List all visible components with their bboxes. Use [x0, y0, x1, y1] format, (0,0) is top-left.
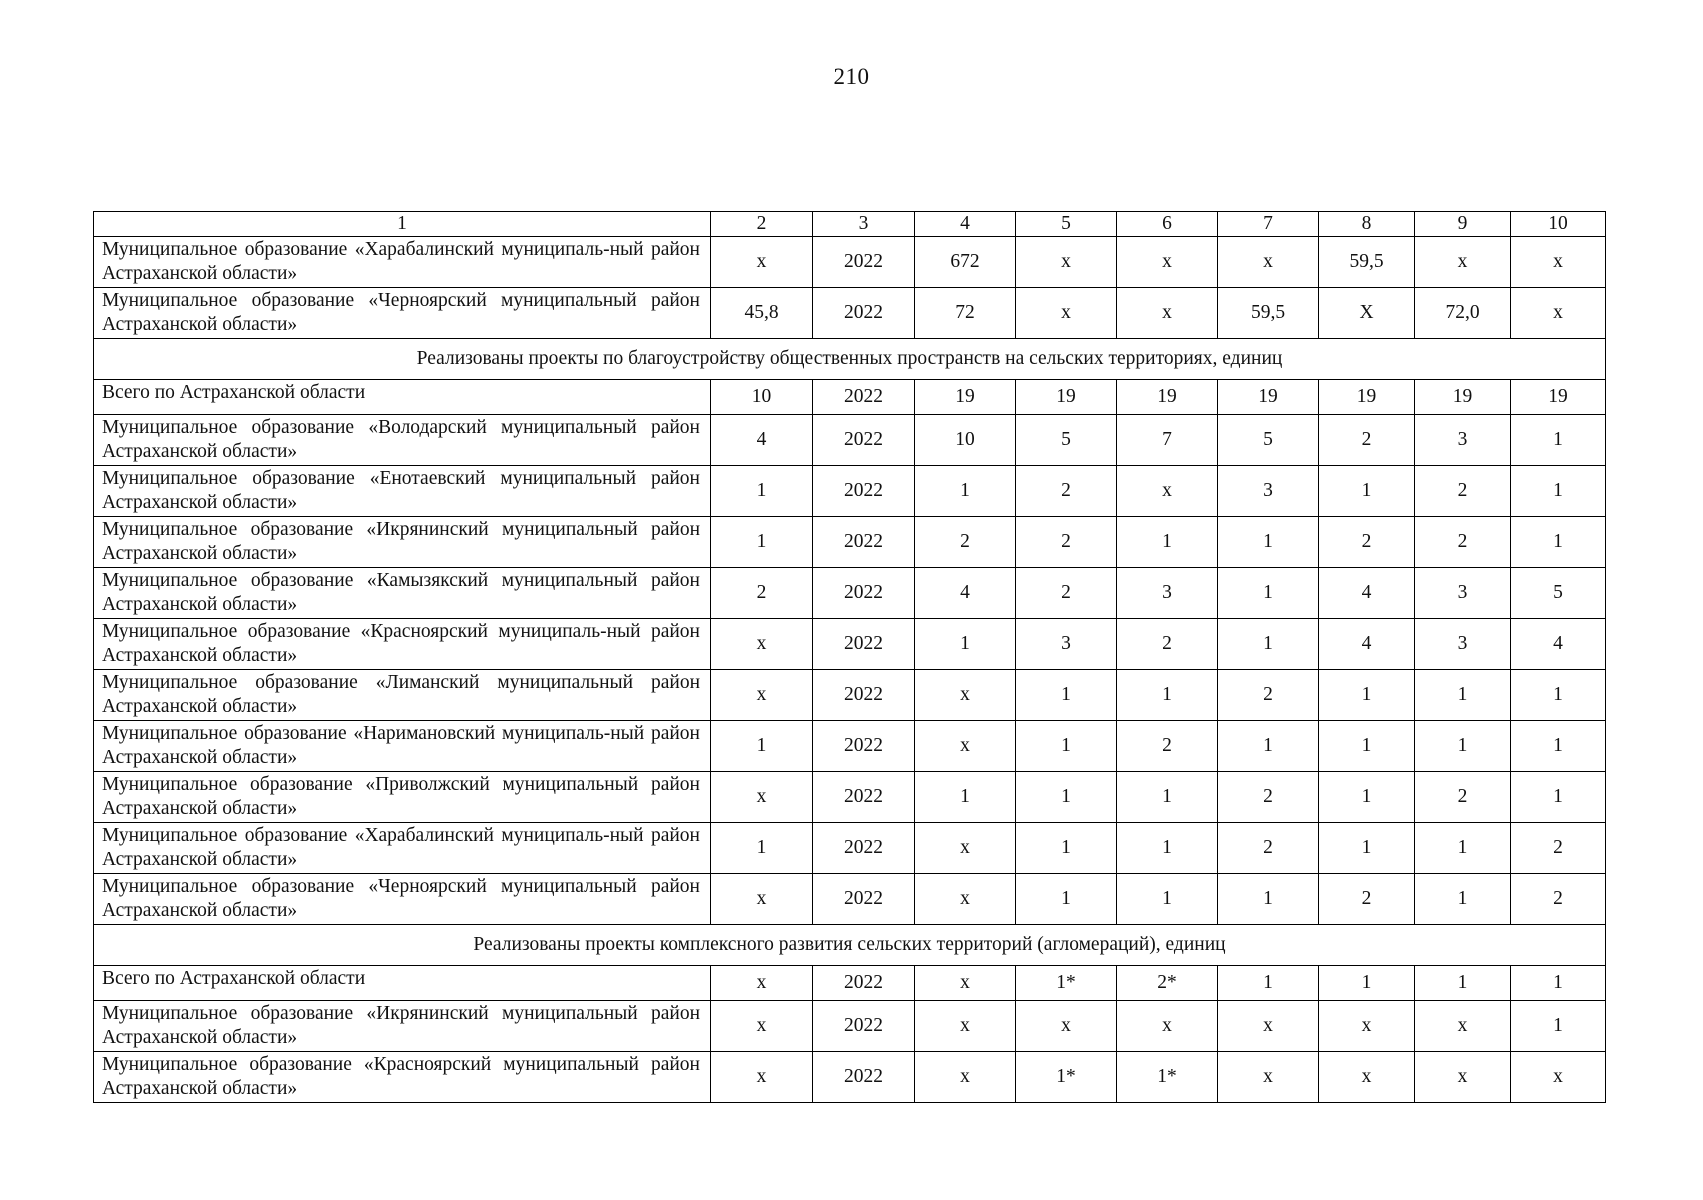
indicator-table [93, 211, 1606, 1103]
municipality-name: Муниципальное образование «Икрянинский муниципальный район Астраханской области» [94, 1001, 711, 1052]
value-cell: 1 [1511, 415, 1606, 466]
table-row [94, 619, 1606, 670]
total-label: Всего по Астраханской области [94, 380, 711, 415]
municipality-name: Муниципальное образование «Камызякский муниципальный район Астраханской области» [94, 568, 711, 619]
value-cell: 4 [1319, 568, 1415, 619]
value-cell: 2022 [813, 517, 915, 568]
value-cell: 2 [1016, 568, 1117, 619]
value-cell: 2 [1117, 619, 1218, 670]
municipality-name: Муниципальное образование «Красноярский муниципаль-ный район Астраханской области» [94, 619, 711, 670]
table-row [94, 415, 1606, 466]
value-cell: х [1511, 237, 1606, 288]
value-cell: х [1218, 237, 1319, 288]
value-cell: 3 [1415, 568, 1511, 619]
value-cell: 19 [1218, 380, 1319, 415]
value-cell: 2 [1511, 874, 1606, 925]
value-cell: 1 [1511, 772, 1606, 823]
value-cell: 3 [1218, 466, 1319, 517]
value-cell: 4 [1319, 619, 1415, 670]
value-cell: 1 [1511, 1001, 1606, 1052]
value-cell: 2022 [813, 466, 915, 517]
section-heading: Реализованы проекты по благоустройству общественных пространств на сельских территориях, единиц [94, 339, 1606, 380]
value-cell: 1 [1016, 721, 1117, 772]
value-cell: 2022 [813, 721, 915, 772]
column-number-cell: 4 [915, 212, 1016, 237]
value-cell: х [711, 772, 813, 823]
table-row [94, 772, 1606, 823]
indicator-table-container [93, 211, 1605, 1103]
value-cell: 2022 [813, 568, 915, 619]
value-cell: 1 [1415, 966, 1511, 1001]
value-cell: х [915, 721, 1016, 772]
value-cell: 2022 [813, 823, 915, 874]
value-cell: 1 [1016, 670, 1117, 721]
value-cell: х [1117, 237, 1218, 288]
value-cell: х [1218, 1001, 1319, 1052]
value-cell: 19 [1511, 380, 1606, 415]
section-heading: Реализованы проекты комплексного развития сельских территорий (агломераций), единиц [94, 925, 1606, 966]
value-cell: х [1117, 466, 1218, 517]
value-cell: 3 [1016, 619, 1117, 670]
column-number-cell: 1 [94, 212, 711, 237]
value-cell: 1 [1218, 619, 1319, 670]
municipality-name: Муниципальное образование «Лиманский муниципальный район Астраханской области» [94, 670, 711, 721]
value-cell: 2 [1415, 517, 1511, 568]
value-cell: 1* [1117, 1052, 1218, 1103]
column-number-cell: 8 [1319, 212, 1415, 237]
value-cell: 1 [711, 466, 813, 517]
value-cell: 1 [1218, 568, 1319, 619]
table-row [94, 517, 1606, 568]
municipality-name: Муниципальное образование «Енотаевский муниципальный район Астраханской области» [94, 466, 711, 517]
column-number-cell: 6 [1117, 212, 1218, 237]
value-cell: х [1511, 288, 1606, 339]
column-number-cell: 10 [1511, 212, 1606, 237]
value-cell: х [711, 1001, 813, 1052]
value-cell: 2 [1319, 415, 1415, 466]
value-cell: х [1319, 1001, 1415, 1052]
value-cell: 1 [1218, 874, 1319, 925]
table-row [94, 1052, 1606, 1103]
value-cell: 72 [915, 288, 1016, 339]
value-cell: 2022 [813, 237, 915, 288]
value-cell: 672 [915, 237, 1016, 288]
value-cell: 1 [1117, 823, 1218, 874]
total-row [94, 966, 1606, 1001]
value-cell: 1 [711, 823, 813, 874]
value-cell: 19 [1415, 380, 1511, 415]
municipality-name: Муниципальное образование «Икрянинский муниципальный район Астраханской области» [94, 517, 711, 568]
value-cell: х [1117, 1001, 1218, 1052]
value-cell: 2 [1016, 466, 1117, 517]
table-row [94, 288, 1606, 339]
value-cell: 1 [915, 619, 1016, 670]
value-cell: х [1319, 1052, 1415, 1103]
table-row [94, 874, 1606, 925]
column-number-cell: 7 [1218, 212, 1319, 237]
value-cell: х [1415, 1001, 1511, 1052]
table-row [94, 237, 1606, 288]
value-cell: 2022 [813, 874, 915, 925]
value-cell: 2 [1016, 517, 1117, 568]
value-cell: 1 [1218, 517, 1319, 568]
value-cell: х [1511, 1052, 1606, 1103]
value-cell: х [711, 874, 813, 925]
section-heading-row [94, 339, 1606, 380]
value-cell: 1 [1511, 517, 1606, 568]
value-cell: 2022 [813, 619, 915, 670]
value-cell: 1 [1117, 772, 1218, 823]
value-cell: 1 [1016, 772, 1117, 823]
value-cell: 45,8 [711, 288, 813, 339]
value-cell: х [915, 823, 1016, 874]
value-cell: 2022 [813, 772, 915, 823]
value-cell: 1 [1511, 721, 1606, 772]
value-cell: 2 [1319, 874, 1415, 925]
value-cell: 1 [1218, 966, 1319, 1001]
value-cell: 1 [1117, 670, 1218, 721]
value-cell: х [915, 670, 1016, 721]
value-cell: 10 [915, 415, 1016, 466]
column-number-cell: 9 [1415, 212, 1511, 237]
value-cell: х [711, 670, 813, 721]
value-cell: х [711, 1052, 813, 1103]
value-cell: 1 [1319, 466, 1415, 517]
value-cell: х [1016, 1001, 1117, 1052]
value-cell: 4 [1511, 619, 1606, 670]
municipality-name: Муниципальное образование «Наримановский муниципаль-ный район Астраханской области» [94, 721, 711, 772]
table-row [94, 721, 1606, 772]
column-number-cell: 2 [711, 212, 813, 237]
value-cell: 2022 [813, 670, 915, 721]
value-cell: 3 [1415, 415, 1511, 466]
value-cell: 19 [1319, 380, 1415, 415]
municipality-name: Муниципальное образование «Харабалинский муниципаль-ный район Астраханской области» [94, 823, 711, 874]
value-cell: 2 [1511, 823, 1606, 874]
value-cell: 2022 [813, 1052, 915, 1103]
value-cell: 19 [1117, 380, 1218, 415]
page-number: 210 [833, 64, 870, 89]
value-cell: х [915, 1001, 1016, 1052]
municipality-name: Муниципальное образование «Володарский муниципальный район Астраханской области» [94, 415, 711, 466]
value-cell: 1 [1117, 517, 1218, 568]
total-label: Всего по Астраханской области [94, 966, 711, 1001]
value-cell: 10 [711, 380, 813, 415]
value-cell: 2022 [813, 966, 915, 1001]
column-number-cell: 3 [813, 212, 915, 237]
table-row [94, 568, 1606, 619]
value-cell: 2 [1415, 772, 1511, 823]
value-cell: 1 [1016, 823, 1117, 874]
total-row [94, 380, 1606, 415]
value-cell: 2 [1218, 670, 1319, 721]
value-cell: 1 [1415, 823, 1511, 874]
value-cell: 2 [1218, 772, 1319, 823]
value-cell: 4 [915, 568, 1016, 619]
value-cell: х [1016, 288, 1117, 339]
value-cell: 1 [1511, 670, 1606, 721]
value-cell: 1 [1319, 721, 1415, 772]
value-cell: 59,5 [1319, 237, 1415, 288]
value-cell: х [915, 966, 1016, 1001]
value-cell: 19 [1016, 380, 1117, 415]
value-cell: 2 [1117, 721, 1218, 772]
value-cell: 1 [1511, 466, 1606, 517]
value-cell: х [1415, 1052, 1511, 1103]
value-cell: 1 [1319, 772, 1415, 823]
value-cell: 19 [915, 380, 1016, 415]
value-cell: Х [1319, 288, 1415, 339]
value-cell: 2022 [813, 415, 915, 466]
table-row [94, 670, 1606, 721]
value-cell: х [1415, 237, 1511, 288]
value-cell: 2022 [813, 380, 915, 415]
value-cell: 1* [1016, 1052, 1117, 1103]
municipality-name: Муниципальное образование «Черноярский муниципальный район Астраханской области» [94, 874, 711, 925]
value-cell: х [711, 966, 813, 1001]
value-cell: 1 [1117, 874, 1218, 925]
value-cell: 5 [1218, 415, 1319, 466]
municipality-name: Муниципальное образование «Красноярский муниципальный район Астраханской области» [94, 1052, 711, 1103]
value-cell: 1 [1511, 966, 1606, 1001]
column-number-row [94, 212, 1606, 237]
value-cell: 72,0 [1415, 288, 1511, 339]
value-cell: 2 [1319, 517, 1415, 568]
value-cell: 3 [1117, 568, 1218, 619]
value-cell: 5 [1016, 415, 1117, 466]
value-cell: 1 [915, 466, 1016, 517]
value-cell: х [1218, 1052, 1319, 1103]
value-cell: 4 [711, 415, 813, 466]
value-cell: 2022 [813, 1001, 915, 1052]
value-cell: 1 [711, 517, 813, 568]
value-cell: 1 [1218, 721, 1319, 772]
value-cell: х [1016, 237, 1117, 288]
table-row [94, 466, 1606, 517]
value-cell: х [915, 874, 1016, 925]
value-cell: 1 [1319, 670, 1415, 721]
table-row [94, 823, 1606, 874]
value-cell: 1 [711, 721, 813, 772]
value-cell: х [1117, 288, 1218, 339]
table-row [94, 1001, 1606, 1052]
column-number-cell: 5 [1016, 212, 1117, 237]
value-cell: 5 [1511, 568, 1606, 619]
municipality-name: Муниципальное образование «Черноярский муниципальный район Астраханской области» [94, 288, 711, 339]
value-cell: х [711, 619, 813, 670]
value-cell: 2* [1117, 966, 1218, 1001]
value-cell: 2 [1218, 823, 1319, 874]
section-heading-row [94, 925, 1606, 966]
value-cell: 1 [1415, 670, 1511, 721]
value-cell: 1 [1415, 874, 1511, 925]
value-cell: х [915, 1052, 1016, 1103]
value-cell: 1 [1319, 966, 1415, 1001]
value-cell: х [711, 237, 813, 288]
value-cell: 1 [915, 772, 1016, 823]
municipality-name: Муниципальное образование «Приволжский муниципальный район Астраханской области» [94, 772, 711, 823]
municipality-name: Муниципальное образование «Харабалинский муниципаль-ный район Астраханской области» [94, 237, 711, 288]
value-cell: 1 [1016, 874, 1117, 925]
table-body [94, 212, 1606, 1103]
value-cell: 1 [1319, 823, 1415, 874]
value-cell: 2022 [813, 288, 915, 339]
value-cell: 7 [1117, 415, 1218, 466]
value-cell: 1* [1016, 966, 1117, 1001]
value-cell: 2 [1415, 466, 1511, 517]
value-cell: 2 [711, 568, 813, 619]
value-cell: 1 [1415, 721, 1511, 772]
value-cell: 2 [915, 517, 1016, 568]
value-cell: 3 [1415, 619, 1511, 670]
value-cell: 59,5 [1218, 288, 1319, 339]
